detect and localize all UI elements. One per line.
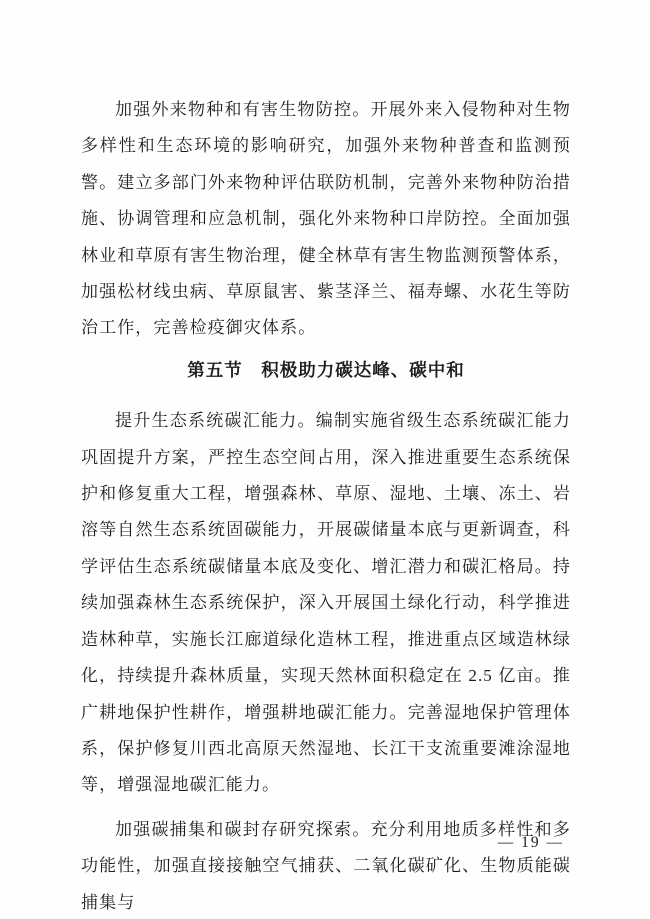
paragraph-pest-control: 加强外来物种和有害生物防控。开展外来入侵物种对生物多样性和生态环境的影响研究，加强外来物种普查和监测预警。建立多部门外来物种评估联防机制，完善外来物种防治措施、协调管理和应急机制，强化外来物种口岸防控。全面加强林业和草原有害生物治理，健全林草有害生物监测预警体系，加强松材线虫病、草原鼠害、紫茎泽兰、福寿螺、水花生等防治工作，完善检疫御灾体系。	[81, 100, 571, 338]
section-heading: 第五节 积极助力碳达峰、碳中和	[187, 359, 465, 380]
document-body	[81, 92, 571, 919]
paragraph-carbon-sink: 提升生态系统碳汇能力。编制实施省级生态系统碳汇能力巩固提升方案，严控生态空间占用，深入推进重要生态系统保护和修复重大工程，增强森林、草原、湿地、土壤、冻土、岩溶等自然生态系统固碳能力，开展碳储量本底与更新调查，科学评估生态系统碳储量本底及变化、增汇潜力和碳汇格局。持续加强森林生态系统保护，深入开展国土绿化行动，科学推进造林种草，实施长江廊道绿化造林工程，推进重点区域造林绿化，持续提升森林质量，实现天然林面积稳定在 2.5 亿亩。推广耕地保护性耕作，增强耕地碳汇能力。完善湿地保护管理体系，保护修复川西北高原天然湿地、长江干支流重要滩涂湿地等，增强湿地碳汇能力。	[81, 411, 571, 795]
page-number: — 19 —	[497, 834, 564, 851]
paragraph-carbon-capture: 加强碳捕集和碳封存研究探索。充分利用地质多样性和多功能性，加强直接接触空气捕获、二氧化碳矿化、生物质能碳捕集与	[81, 819, 571, 912]
